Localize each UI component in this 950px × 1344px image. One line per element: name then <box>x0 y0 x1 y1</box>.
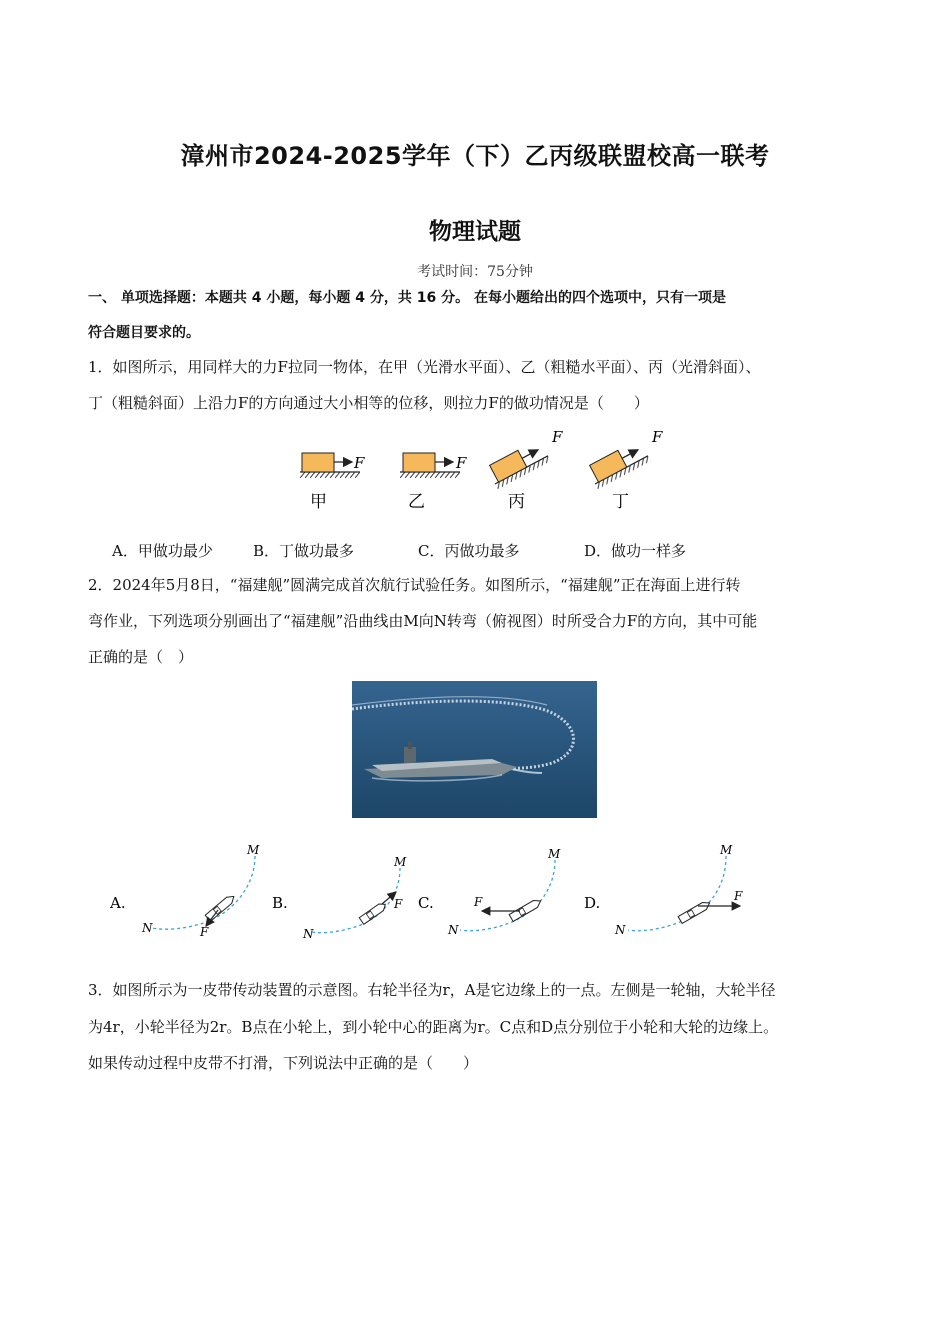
svg-text:F: F <box>734 889 743 903</box>
figure-bing <box>486 428 563 512</box>
q1-figure <box>280 424 680 516</box>
subject-title: 物理试题 <box>429 219 521 245</box>
section-heading-line1: 一、 单项选择题：本题共 4 小题，每小题 4 分，共 16 分。 在每小题给出的四个选项中，只有一项是 <box>88 290 726 306</box>
q2-line1: 2．2024年5月8日，“福建舰”圆满完成首次航行试验任务。如图所示，“福建舰”正在海面上进行转 <box>88 576 741 594</box>
label-yi: 乙 <box>408 492 425 512</box>
q1-line1: 1．如图所示，用同样大的力F拉同一物体，在甲（光滑水平面）、乙（粗糙水平面）、丙（光滑斜面）、 <box>88 358 761 376</box>
svg-text:M: M <box>247 843 260 857</box>
label-ding: 丁 <box>612 492 629 512</box>
option-b-diagram[interactable] <box>272 855 407 941</box>
q3-line1: 3．如图所示为一皮带传动装置的示意图。右轮半径为r，A是它边缘上的一点。左侧是一轮轴，大轮半径 <box>88 981 776 999</box>
svg-text:N: N <box>448 923 459 937</box>
q2-option-d-label: D. <box>584 894 601 912</box>
section-heading-line2: 符合题目要求的。 <box>88 325 200 341</box>
svg-text:M: M <box>548 847 561 861</box>
figure-yi <box>400 453 467 512</box>
force-label-jia: F <box>354 454 365 472</box>
q2-options-figure <box>100 838 780 948</box>
option-c-diagram[interactable] <box>418 847 561 937</box>
q2-line2: 弯作业，下列选项分别画出了“福建舰”沿曲线由M向N转弯（俯视图）时所受合力F的方向，其中可能 <box>88 612 758 630</box>
q3-line3: 如果传动过程中皮带不打滑，下列说法中正确的是（ ） <box>88 1054 479 1072</box>
q2-line3: 正确的是（ ） <box>88 648 194 666</box>
q1-option-b[interactable]: B．丁做功最多 <box>253 542 355 560</box>
q2-option-a-label: A. <box>110 894 126 912</box>
option-a-diagram[interactable] <box>109 843 260 939</box>
q2-option-c-label: C. <box>418 894 434 912</box>
figure-jia <box>300 453 365 512</box>
label-bing: 丙 <box>508 492 525 512</box>
svg-text:M: M <box>394 855 407 869</box>
carrier-photo <box>352 681 597 818</box>
label-jia: 甲 <box>310 492 327 512</box>
q1-option-a[interactable]: A．甲做功最少 <box>112 542 213 560</box>
q1-line2: 丁（粗糙斜面）上沿力F的方向通过大小相等的位移，则拉力F的做功情况是（ ） <box>88 394 649 412</box>
exam-title: 漳州市2024-2025学年（下）乙丙级联盟校高一联考 <box>180 142 770 170</box>
q3-line2: 为4r，小轮半径为2r。B点在小轮上，到小轮中心的距离为r。C点和D点分别位于小轮和大轮的边缘上。 <box>88 1018 779 1036</box>
svg-text:N: N <box>303 927 314 941</box>
svg-text:F: F <box>474 895 483 909</box>
svg-text:M: M <box>720 843 733 857</box>
q2-option-b-label: B. <box>272 894 288 912</box>
exam-time: 考试时间：75分钟 <box>417 264 533 280</box>
svg-text:N: N <box>615 923 626 937</box>
option-d-diagram[interactable] <box>584 843 743 937</box>
figure-ding <box>586 428 663 512</box>
svg-text:N: N <box>142 921 153 935</box>
q1-option-d[interactable]: D．做功一样多 <box>584 542 687 560</box>
svg-text:F: F <box>200 925 209 939</box>
q1-option-c[interactable]: C．丙做功最多 <box>418 542 520 560</box>
svg-text:F: F <box>394 897 403 911</box>
force-label-ding: F <box>652 428 663 446</box>
force-label-bing: F <box>552 428 563 446</box>
force-label-yi: F <box>456 454 467 472</box>
